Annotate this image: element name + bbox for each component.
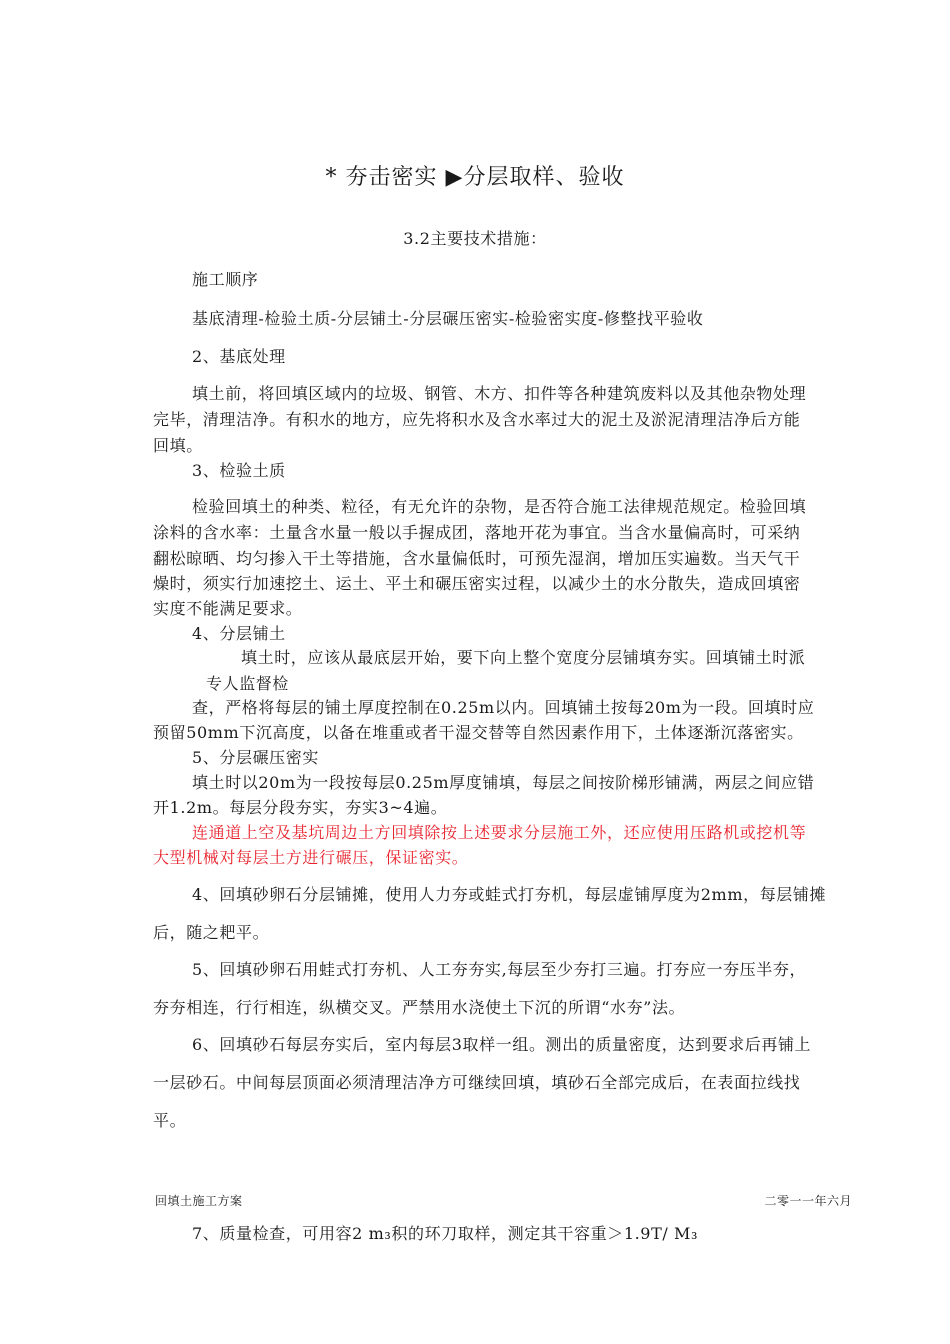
paragraph-line: 开1.2m。每层分段夯实，夯实3~4遍。 [153, 798, 448, 817]
item-7-line: 7、质量检查，可用容2 m₃积的环刀取样，测定其干容重＞1.9T/ M₃ [192, 1224, 699, 1243]
paragraph-line: 实度不能满足要求。 [153, 599, 303, 618]
item-6-line: 平。 [153, 1111, 187, 1130]
item-6-line: 6、回填砂石每层夯实后，室内每层3取样一组。测出的质量密度，达到要求后再铺上 [192, 1035, 812, 1054]
paragraph-line: 专人监督检 [206, 674, 290, 693]
paragraph-line: 预留50mm下沉高度，以备在堆重或者干湿交替等自然因素作用下，土体逐渐沉落密实。 [153, 723, 804, 742]
section-subheading: 3.2主要技术措施： [403, 229, 547, 248]
paragraph-line: 查，严格将每层的铺土厚度控制在0.25m以内。回填铺土按每20m为一段。回填时应 [192, 698, 815, 717]
paragraph-line: 填土前，将回填区域内的垃圾、钢管、木方、扣件等各种建筑废料以及其他杂物处理 [192, 384, 807, 403]
paragraph-line: 燥时，须实行加速挖土、运土、平土和碾压密实过程，以减少土的水分散失，造成回填密 [153, 574, 801, 593]
paragraph-line: 检验回填土的种类、粒径，有无允许的杂物，是否符合施工法律规范规定。检验回填 [192, 497, 807, 516]
highlighted-note-line: 大型机械对每层土方进行碾压，保证密实。 [153, 848, 469, 867]
section-4-title: 4、分层铺土 [192, 624, 286, 643]
item-4-line: 后，随之耙平。 [153, 923, 270, 942]
item-5-line: 夯夯相连，行行相连，纵横交叉。严禁用水浇使土下沉的所谓“水夯”法。 [153, 998, 686, 1017]
construction-order-text: 基底清理-检验土质-分层铺土-分层碾压密实-检验密实度-修整找平验收 [192, 309, 704, 328]
paragraph-line: 完毕，清理洁净。有积水的地方，应先将积水及含水率过大的泥土及淤泥清理洁净后方能 [153, 410, 801, 429]
footer-title: 回填土施工方案 [155, 1194, 243, 1208]
section-5-title: 5、分层碾压密实 [192, 748, 319, 767]
section-2-title: 2、基底处理 [192, 347, 286, 366]
item-4-line: 4、回填砂卵石分层铺摊，使用人力夯或蛙式打夯机，每层虚铺厚度为2mm，每层铺摊 [192, 885, 827, 904]
item-5-line: 5、回填砂卵石用蛙式打夯机、人工夯夯实,每层至少夯打三遍。打夯应一夯压半夯， [192, 960, 807, 979]
paragraph-line: 填土时以20m为一段按每层0.25m厚度铺填，每层之间按阶梯形铺满，两层之间应错 [192, 773, 815, 792]
section-3-title: 3、检验土质 [192, 461, 286, 480]
paragraph-line: 填土时，应该从最底层开始，要下向上整个宽度分层铺填夯实。回填铺土时派 [241, 648, 806, 667]
highlighted-note-line: 连通道上空及基坑周边土方回填除按上述要求分层施工外，还应使用压路机或挖机等 [192, 823, 807, 842]
construction-order-title: 施工顺序 [192, 270, 259, 289]
paragraph-line: 回填。 [153, 436, 203, 455]
footer-date: 二零一一年六月 [764, 1194, 852, 1208]
page-heading: * 夯击密实 ▶分层取样、验收 [325, 165, 625, 190]
paragraph-line: 涂料的含水率：土量含水量一般以手握成团，落地开花为事宜。当含水量偏高时，可采纳 [153, 523, 801, 542]
paragraph-line: 翻松晾晒、均匀掺入干土等措施，含水量偏低时，可预先湿润，增加压实遍数。当天气干 [153, 549, 801, 568]
item-6-line: 一层砂石。中间每层顶面必须清理洁净方可继续回填，填砂石全部完成后，在表面拉线找 [153, 1073, 801, 1092]
